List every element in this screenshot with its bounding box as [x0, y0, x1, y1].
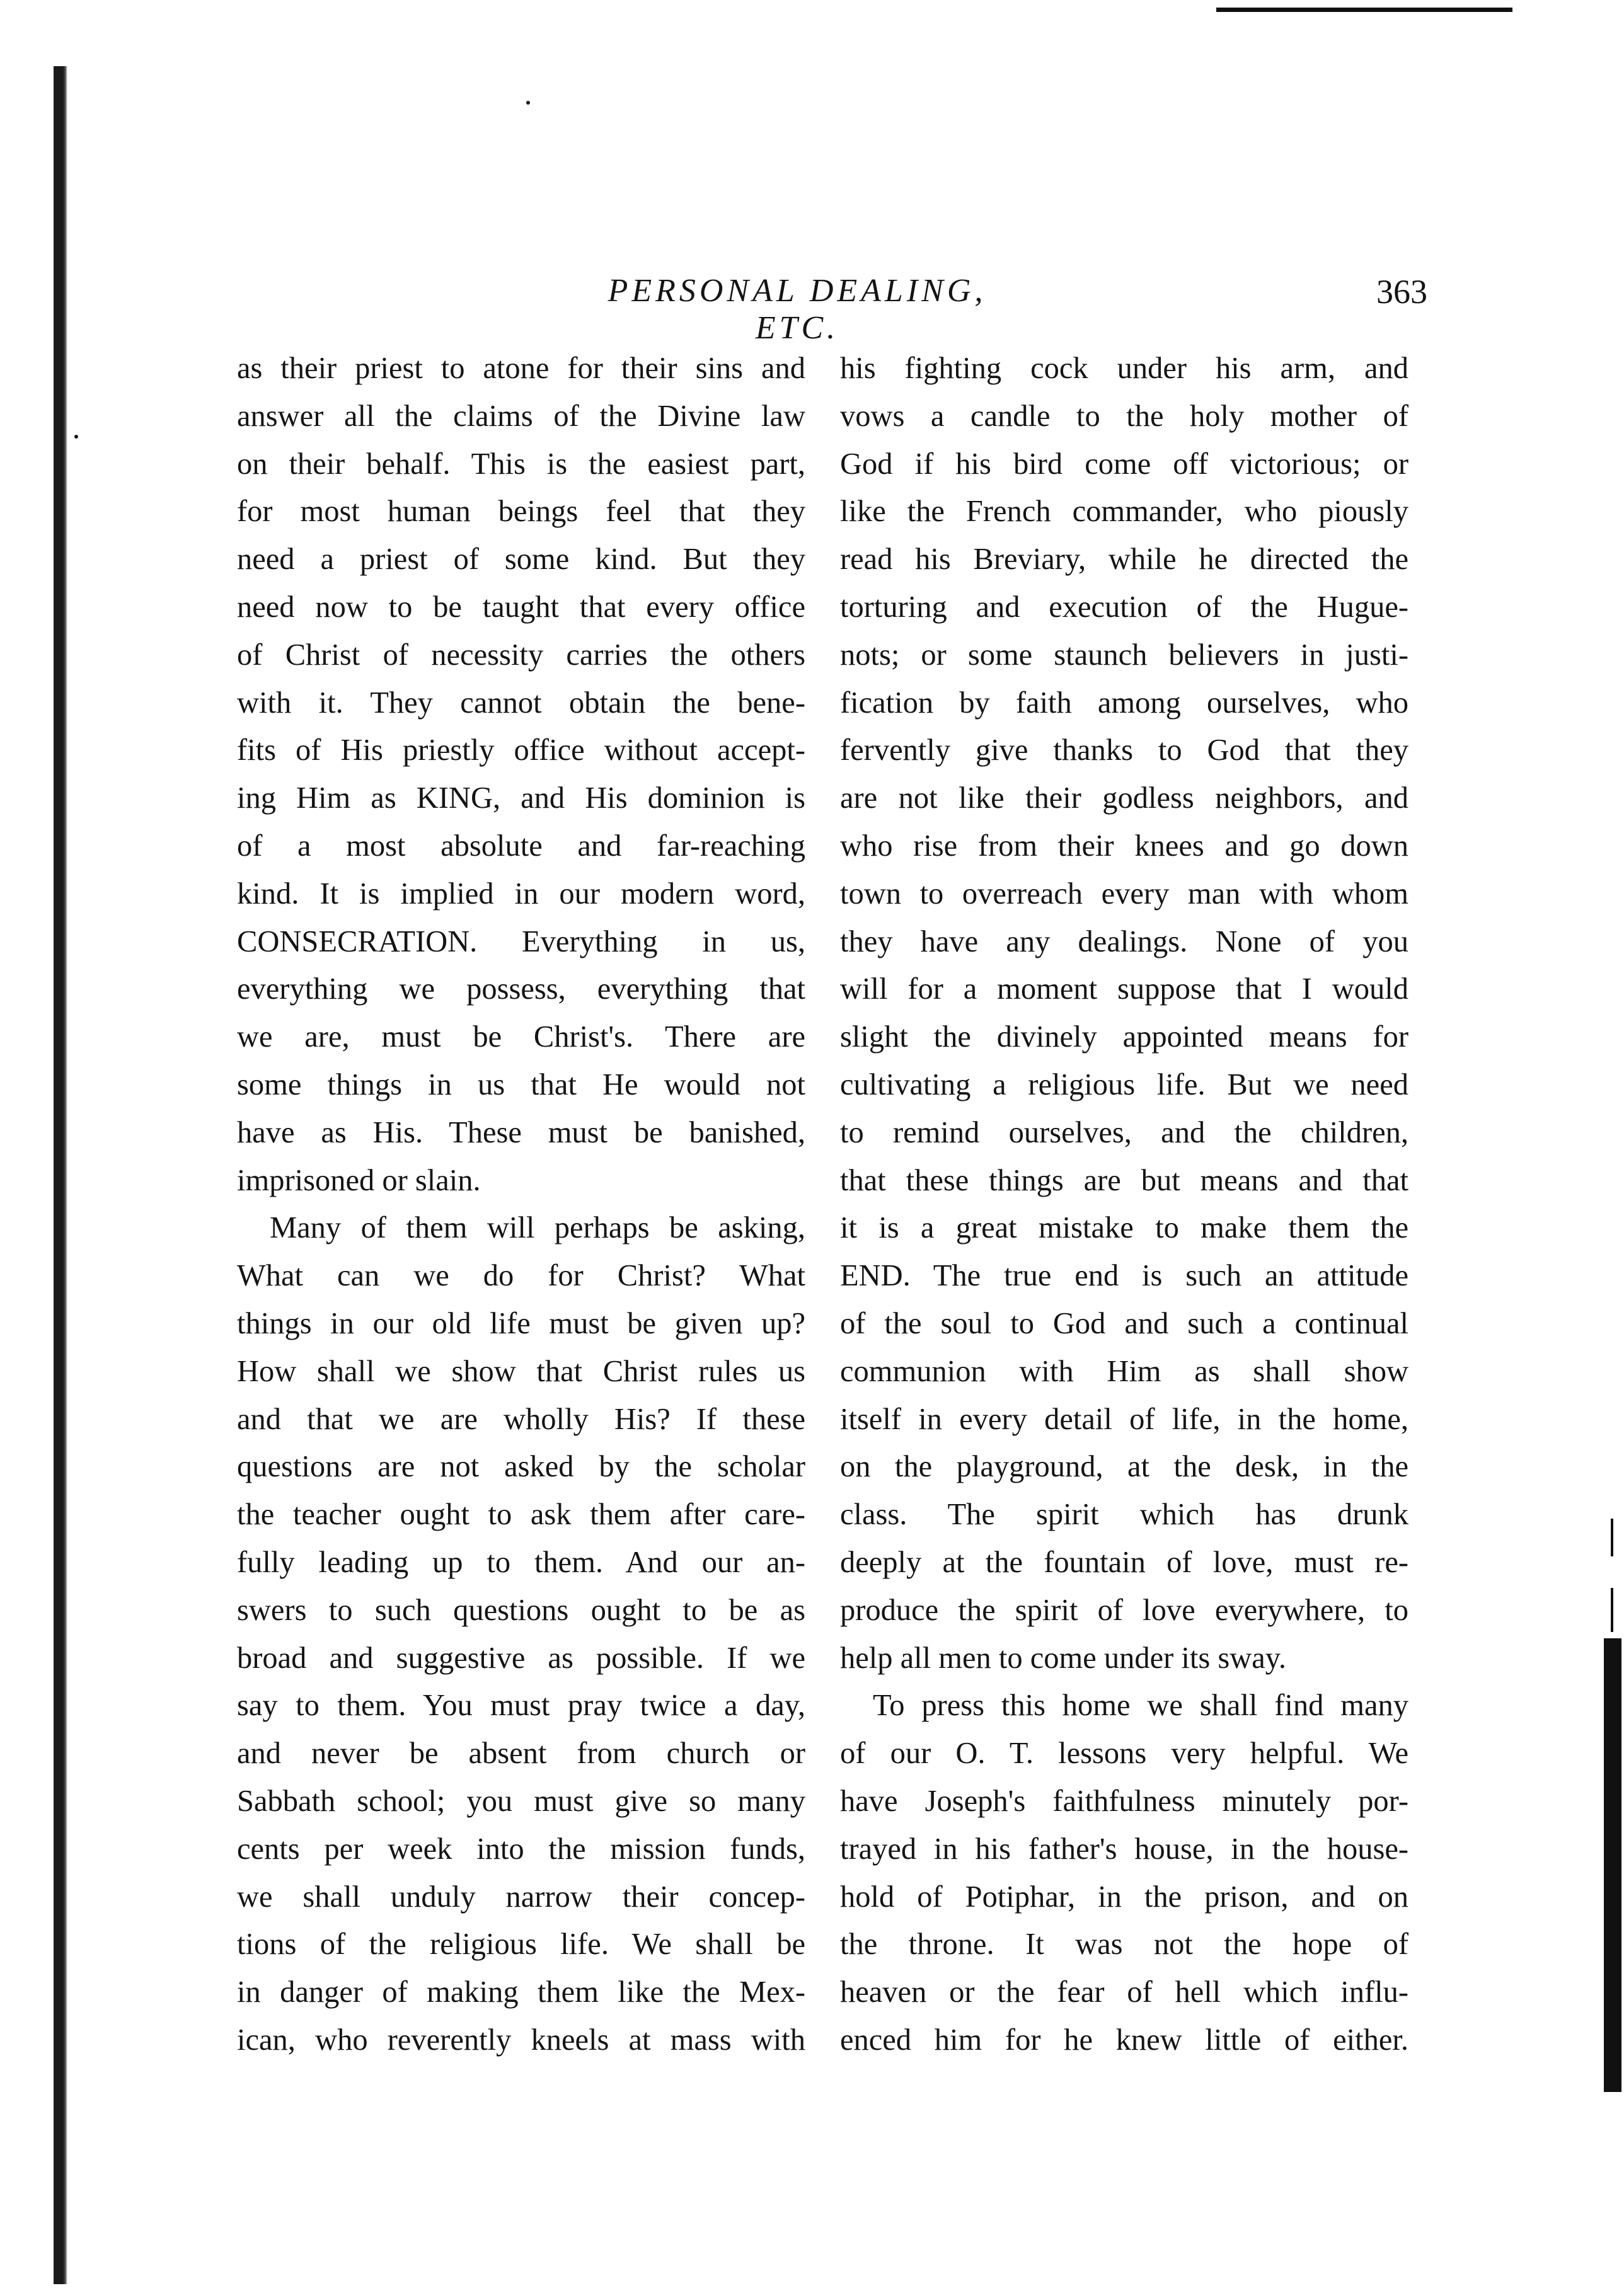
text-line: vows a candle to the holy mother of [840, 399, 1408, 433]
text-line: cents per week into the mission funds, [237, 1832, 805, 1866]
text-line: of our O. T. lessons very helpful. We [840, 1737, 1408, 1771]
text-line: as their priest to atone for their sins and [237, 352, 805, 385]
text-line: tions of the religious life. We shall be [237, 1928, 805, 1962]
text-line: for most human beings feel that they [237, 495, 805, 529]
text-line: we are, must be Christ's. There are [237, 1020, 805, 1054]
text-line: that these things are but means and that [840, 1163, 1408, 1197]
text-line: some things in us that He would not [237, 1067, 805, 1101]
text-line: To press this home we shall find many [873, 1689, 1408, 1723]
text-line: they have any dealings. None of you [840, 924, 1408, 958]
text-line: enced him for he knew little of either. [840, 2023, 1408, 2057]
scan-dot [74, 435, 78, 439]
running-head: PERSONAL DEALING, ETC. [608, 273, 987, 346]
text-line: have as His. These must be banished, [237, 1115, 805, 1149]
text-line: END. The true end is such an attitude [840, 1259, 1408, 1293]
text-line: Many of them will perhaps be asking, [270, 1211, 805, 1245]
text-line: ing Him as KING, and His dominion is [237, 781, 805, 815]
text-line: and that we are wholly His? If these [237, 1402, 805, 1436]
text-line: of a most absolute and far-reaching [237, 829, 805, 863]
text-line: to remind ourselves, and the children, [840, 1115, 1408, 1149]
text-line: and never be absent from church or [237, 1737, 805, 1771]
scan-top-rule [1216, 8, 1512, 12]
scan-dot [526, 101, 530, 105]
text-line: town to overreach every man with whom [840, 876, 1408, 911]
text-line: fervently give thanks to God that they [840, 733, 1408, 767]
text-line: CONSECRATION. Everything in us, [237, 924, 805, 958]
text-line: swers to such questions ought to be as [237, 1593, 805, 1627]
text-line: of the soul to God and such a continual [840, 1306, 1408, 1340]
text-line: things in our old life must be given up? [237, 1306, 805, 1340]
text-line: on their behalf. This is the easiest part, [237, 447, 805, 481]
text-line: How shall we show that Christ rules us [237, 1354, 805, 1388]
text-line: like the French commander, who piously [840, 495, 1408, 529]
right-binding-shadow [1604, 1638, 1621, 2092]
text-line: ican, who reverently kneels at mass with [237, 2023, 805, 2057]
text-line: questions are not asked by the scholar [237, 1450, 805, 1484]
text-line: produce the spirit of love everywhere, to [840, 1593, 1408, 1627]
text-line: on the playground, at the desk, in the [840, 1450, 1408, 1484]
text-column-right [840, 345, 1408, 2064]
text-line: with it. They cannot obtain the bene- [237, 686, 805, 720]
text-line: fication by faith among ourselves, who [840, 686, 1408, 720]
text-line: torturing and execution of the Hugue- [840, 590, 1408, 624]
text-line: communion with Him as shall show [840, 1354, 1408, 1388]
text-line: What can we do for Christ? What [237, 1259, 805, 1293]
text-line: read his Breviary, while he directed the [840, 543, 1408, 577]
scan-speck [1611, 1588, 1613, 1632]
text-line: God if his bird come off victorious; or [840, 447, 1408, 481]
text-line: will for a moment suppose that I would [840, 972, 1408, 1006]
text-line: help all men to come under its sway. [840, 1641, 1287, 1675]
text-line: fits of His priestly office without accept- [237, 733, 805, 767]
text-column-left [237, 345, 805, 2064]
text-line: heaven or the fear of hell which influ- [840, 1975, 1408, 2009]
scan-speck [1611, 1519, 1613, 1556]
page-number: 363 [1376, 273, 1427, 311]
text-line: the teacher ought to ask them after care- [237, 1498, 805, 1532]
text-line: broad and suggestive as possible. If we [237, 1641, 805, 1675]
text-line: trayed in his father's house, in the house- [840, 1832, 1408, 1866]
text-line: everything we possess, everything that [237, 972, 805, 1006]
text-line: need now to be taught that every office [237, 590, 805, 624]
text-line: need a priest of some kind. But they [237, 543, 805, 577]
text-line: deeply at the fountain of love, must re- [840, 1545, 1408, 1579]
text-line: itself in every detail of life, in the home, [840, 1402, 1408, 1436]
text-line: the throne. It was not the hope of [840, 1928, 1408, 1962]
text-line: nots; or some staunch believers in justi- [840, 638, 1408, 672]
text-line: say to them. You must pray twice a day, [237, 1689, 805, 1723]
text-line: hold of Potiphar, in the prison, and on [840, 1880, 1408, 1914]
left-binding-shadow [54, 66, 67, 2284]
text-line: imprisoned or slain. [237, 1163, 481, 1197]
text-line: it is a great mistake to make them the [840, 1211, 1408, 1245]
text-line: we shall unduly narrow their concep- [237, 1880, 805, 1914]
text-line: slight the divinely appointed means for [840, 1020, 1408, 1054]
text-line: cultivating a religious life. But we need [840, 1067, 1408, 1101]
text-line: in danger of making them like the Mex- [237, 1975, 805, 2009]
text-line: fully leading up to them. And our an- [237, 1545, 805, 1579]
text-line: Sabbath school; you must give so many [237, 1784, 805, 1818]
text-line: answer all the claims of the Divine law [237, 399, 805, 433]
text-line: are not like their godless neighbors, and [840, 781, 1408, 815]
text-line: have Joseph's faithfulness minutely por- [840, 1784, 1408, 1818]
text-line: who rise from their knees and go down [840, 829, 1408, 863]
text-line: kind. It is implied in our modern word, [237, 876, 805, 911]
text-line: of Christ of necessity carries the others [237, 638, 805, 672]
text-line: his fighting cock under his arm, and [840, 352, 1408, 385]
text-line: class. The spirit which has drunk [840, 1498, 1408, 1532]
